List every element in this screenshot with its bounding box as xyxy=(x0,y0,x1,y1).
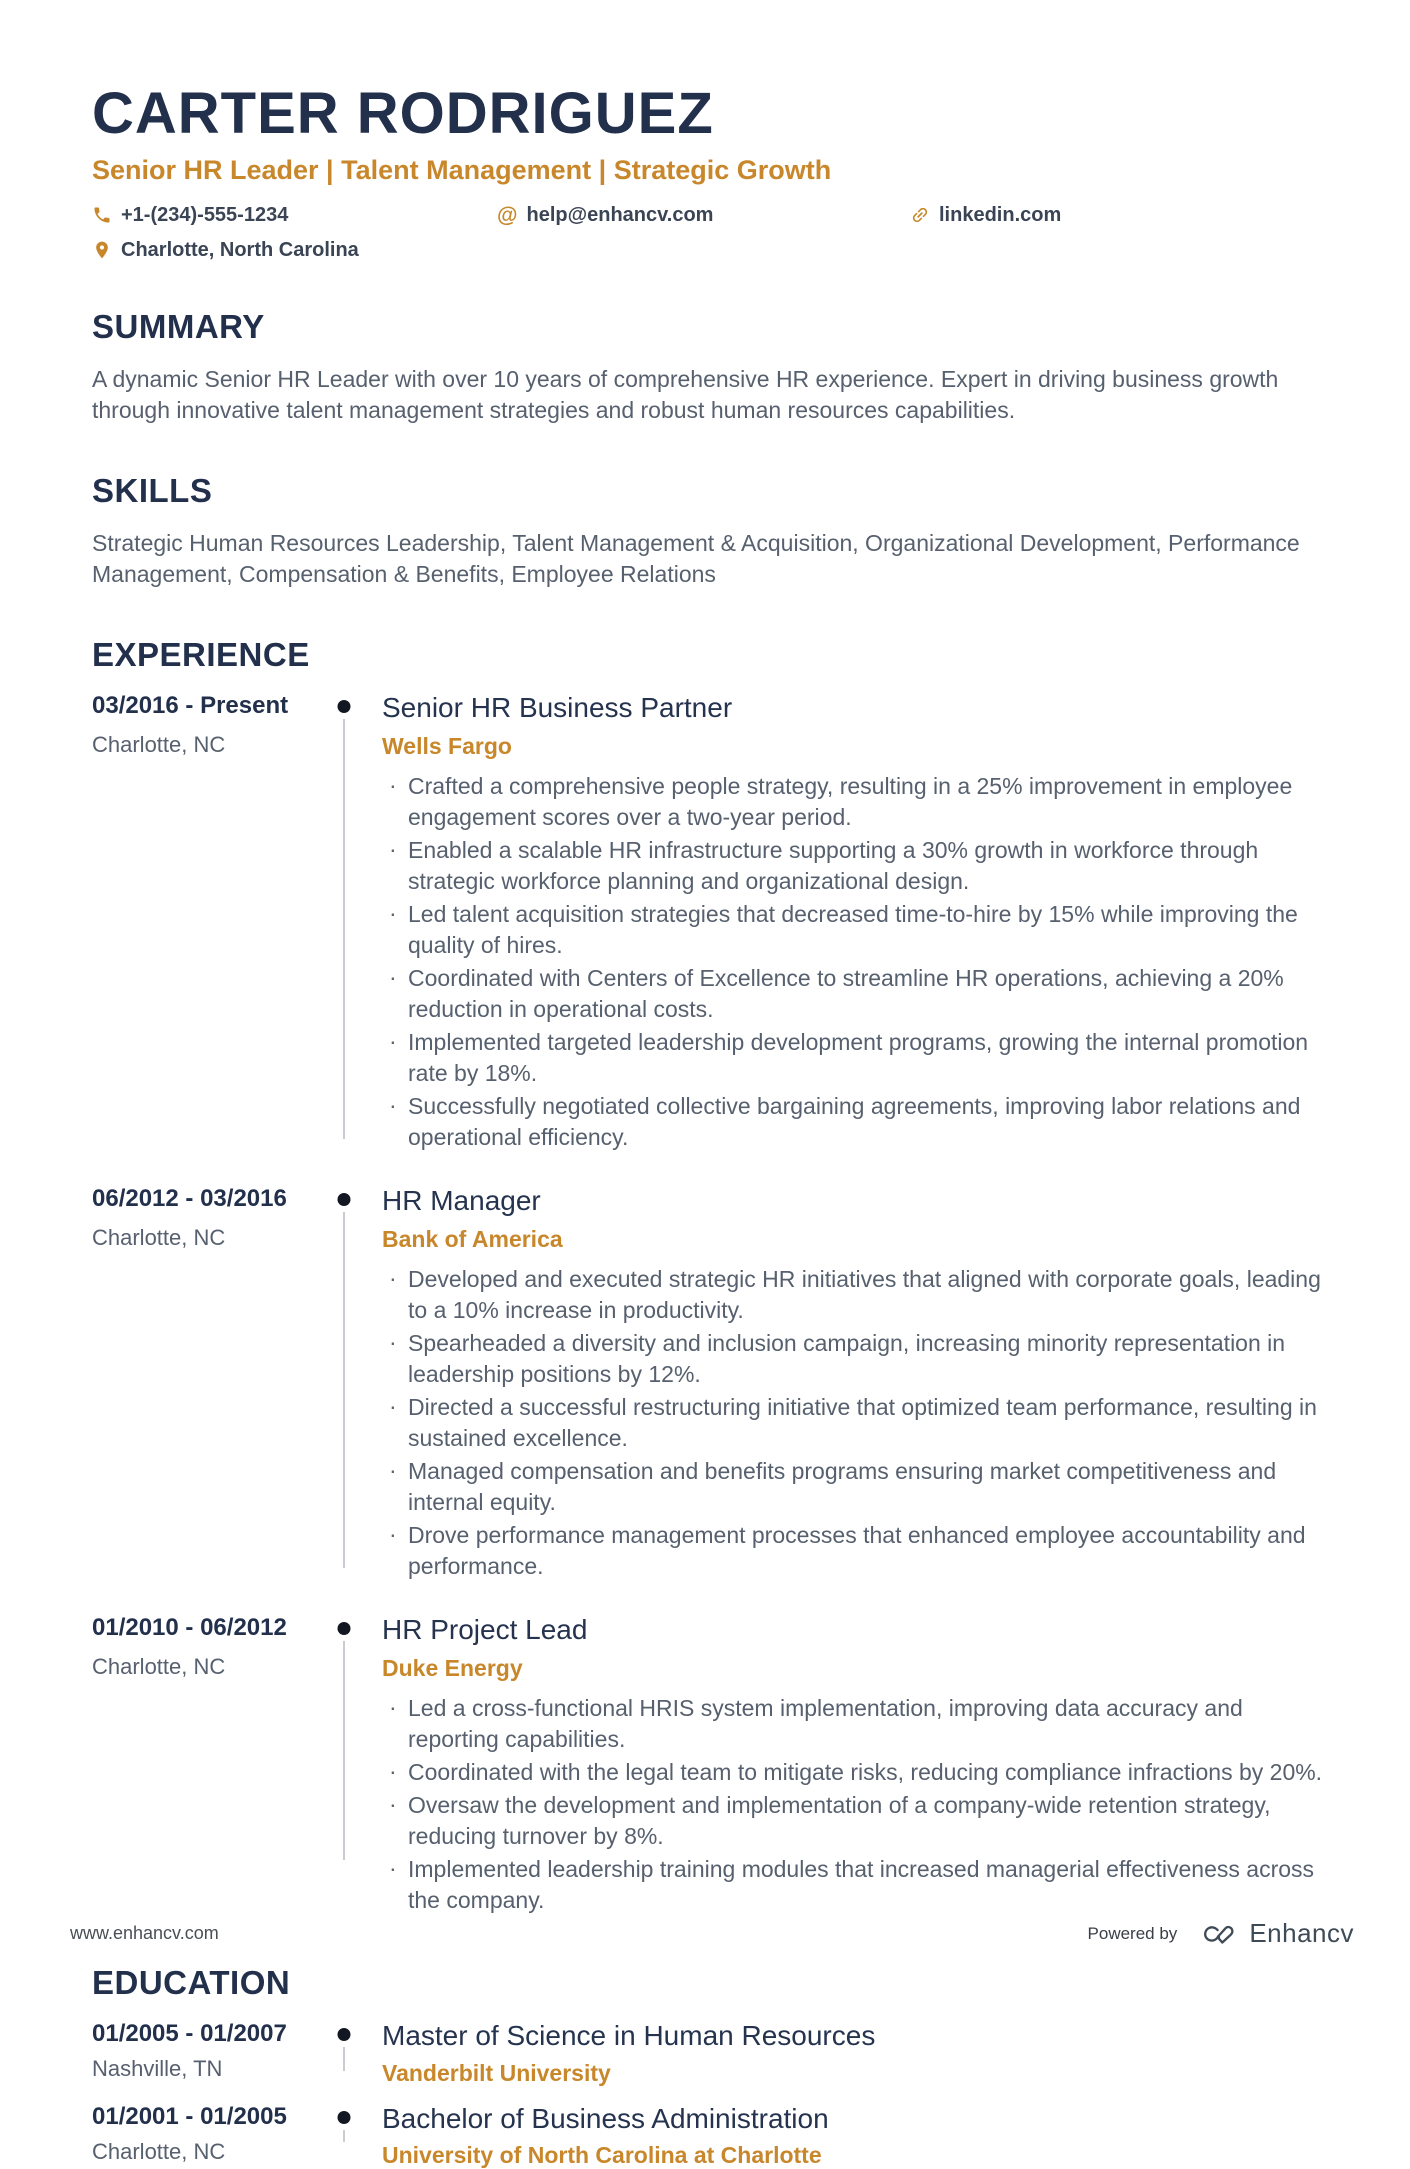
bullet-item: · Directed a successful restructuring initiative that optimized team performance, resulting in sustained excellence. xyxy=(382,1392,1332,1454)
education-entry xyxy=(92,2103,1332,2169)
education-dates: 01/2005 - 01/2007 xyxy=(92,2020,287,2048)
skills-text: Strategic Human Resources Leadership, Talent Management & Acquisition, Organizational Development, Performance Management, Compensation & Benefits, Employee Relations xyxy=(92,529,1300,587)
degree-title: Bachelor of Business Administration xyxy=(382,2102,829,2134)
bullet-item: · Led a cross-functional HRIS system implementation, improving data accuracy and reporting capabilities. xyxy=(382,1693,1332,1755)
bullet-item: · Developed and executed strategic HR initiatives that aligned with corporate goals, leading to a 10% increase in productivity. xyxy=(382,1264,1332,1326)
contact-linkedin-text: linkedin.com xyxy=(939,203,1062,226)
candidate-headline: Senior HR Leader | Talent Management | Strategic Growth xyxy=(92,154,832,185)
contact-phone[interactable] xyxy=(92,204,497,227)
education-entry-meta xyxy=(92,2020,324,2086)
summary-section xyxy=(92,308,1332,426)
company-name: Bank of America xyxy=(382,1226,563,1253)
experience-dates: 06/2012 - 03/2016 xyxy=(92,1185,287,1213)
experience-section xyxy=(92,636,1332,1919)
timeline-line xyxy=(343,1212,345,1568)
contact-email[interactable] xyxy=(497,204,910,227)
experience-dates: 01/2010 - 06/2012 xyxy=(92,1614,287,1642)
powered-by-label: Powered by xyxy=(1087,1923,1178,1943)
contact-linkedin[interactable] xyxy=(910,204,1332,227)
experience-entry-content xyxy=(364,1185,1332,1584)
timeline-dot xyxy=(338,2028,351,2041)
school-name: Vanderbilt University xyxy=(382,2059,611,2086)
location-pin-icon xyxy=(92,240,112,260)
powered-by-group xyxy=(1088,1918,1354,1949)
bullet-item: · Spearheaded a diversity and inclusion campaign, increasing minority representation in leadership positions by 12%. xyxy=(382,1328,1332,1390)
experience-entry-content xyxy=(364,1614,1332,1918)
timeline-line xyxy=(343,1641,345,1860)
bullet-item: · Oversaw the development and implementation of a company-wide retention strategy, reducing turnover by 8%. xyxy=(382,1790,1332,1852)
school-name: University of North Carolina at Charlotte xyxy=(382,2141,822,2168)
resume-header xyxy=(92,81,1332,262)
experience-entry xyxy=(92,692,1332,1155)
experience-entry-meta xyxy=(92,1614,324,1918)
timeline-dot xyxy=(338,700,351,713)
candidate-name: CARTER RODRIGUEZ xyxy=(92,81,714,146)
summary-text: A dynamic Senior HR Leader with over 10 years of comprehensive HR experience. Expert in driving business growth through innovative talent management strategies and robust human resources capabilities. xyxy=(92,365,1279,423)
summary-heading: SUMMARY xyxy=(92,307,265,345)
experience-location: Charlotte, NC xyxy=(92,1225,226,1251)
contact-location-text: Charlotte, North Carolina xyxy=(121,238,359,261)
enhancv-logo-icon xyxy=(1197,1922,1239,1946)
bullet-item: · Implemented leadership training modules that increased managerial effectiveness across the company. xyxy=(382,1854,1332,1916)
timeline-column xyxy=(324,2020,364,2086)
job-title: HR Manager xyxy=(382,1185,541,1217)
experience-entry xyxy=(92,1614,1332,1918)
experience-entry xyxy=(92,1185,1332,1584)
education-heading: EDUCATION xyxy=(92,1964,291,2002)
bullet-item: · Successfully negotiated collective bargaining agreements, improving labor relations and operational efficiency. xyxy=(382,1091,1332,1153)
contact-row-2 xyxy=(92,239,1332,262)
experience-entry-meta xyxy=(92,692,324,1155)
at-icon: @ xyxy=(497,203,518,227)
company-name: Wells Fargo xyxy=(382,733,512,760)
job-title: Senior HR Business Partner xyxy=(382,691,733,723)
page-footer xyxy=(70,1918,1354,1949)
education-entry xyxy=(92,2020,1332,2086)
education-section xyxy=(92,1964,1332,2168)
timeline-dot xyxy=(338,1193,351,1206)
timeline-column xyxy=(324,1185,364,1584)
company-name: Duke Energy xyxy=(382,1655,523,1682)
contact-email-text: help@enhancv.com xyxy=(526,203,714,226)
timeline-dot xyxy=(338,1622,351,1635)
timeline-line xyxy=(343,2130,345,2142)
experience-dates: 03/2016 - Present xyxy=(92,691,289,719)
experience-entry-content xyxy=(364,692,1332,1155)
enhancv-brand-text[interactable]: Enhancv xyxy=(1249,1918,1354,1948)
timeline-column xyxy=(324,692,364,1155)
job-title: HR Project Lead xyxy=(382,1614,588,1646)
phone-icon xyxy=(92,205,112,225)
education-entry-content xyxy=(364,2020,1332,2086)
bullet-item: · Enabled a scalable HR infrastructure supporting a 30% growth in workforce through strategic workforce planning and organizational design. xyxy=(382,835,1332,897)
timeline-dot xyxy=(338,2111,351,2124)
education-location: Nashville, TN xyxy=(92,2056,223,2082)
skills-heading: SKILLS xyxy=(92,471,213,509)
bullet-list xyxy=(382,1693,1332,1916)
contact-location xyxy=(92,239,497,262)
contact-row-1 xyxy=(92,204,1332,227)
bullet-item: · Managed compensation and benefits programs ensuring market competitiveness and internal equity. xyxy=(382,1456,1332,1518)
contact-phone-text: +1-(234)-555-1234 xyxy=(121,203,289,226)
bullet-item: · Coordinated with Centers of Excellence to streamline HR operations, achieving a 20% reduction in operational costs. xyxy=(382,963,1332,1025)
experience-location: Charlotte, NC xyxy=(92,731,226,757)
timeline-column xyxy=(324,1614,364,1918)
bullet-list xyxy=(382,1264,1332,1582)
bullet-list xyxy=(382,771,1332,1153)
timeline-line xyxy=(343,2047,345,2070)
skills-section xyxy=(92,472,1332,590)
bullet-item: · Crafted a comprehensive people strategy, resulting in a 25% improvement in employee engagement scores over a two-year period. xyxy=(382,771,1332,833)
link-icon xyxy=(906,201,934,229)
timeline-column xyxy=(324,2103,364,2169)
bullet-item: · Led talent acquisition strategies that decreased time-to-hire by 15% while improving the quality of hires. xyxy=(382,899,1332,961)
education-entry-meta xyxy=(92,2103,324,2169)
education-entry-content xyxy=(364,2103,1332,2169)
footer-website-link[interactable]: www.enhancv.com xyxy=(70,1923,219,1943)
experience-entry-meta xyxy=(92,1185,324,1584)
experience-location: Charlotte, NC xyxy=(92,1654,226,1680)
degree-title: Master of Science in Human Resources xyxy=(382,2020,876,2052)
bullet-item: · Implemented targeted leadership development programs, growing the internal promotion rate by 18%. xyxy=(382,1027,1332,1089)
education-location: Charlotte, NC xyxy=(92,2138,226,2164)
bullet-item: · Drove performance management processes that enhanced employee accountability and performance. xyxy=(382,1520,1332,1582)
education-dates: 01/2001 - 01/2005 xyxy=(92,2102,287,2130)
bullet-item: · Coordinated with the legal team to mitigate risks, reducing compliance infractions by 20%. xyxy=(382,1757,1332,1788)
timeline-line xyxy=(343,719,345,1139)
experience-heading: EXPERIENCE xyxy=(92,635,310,673)
